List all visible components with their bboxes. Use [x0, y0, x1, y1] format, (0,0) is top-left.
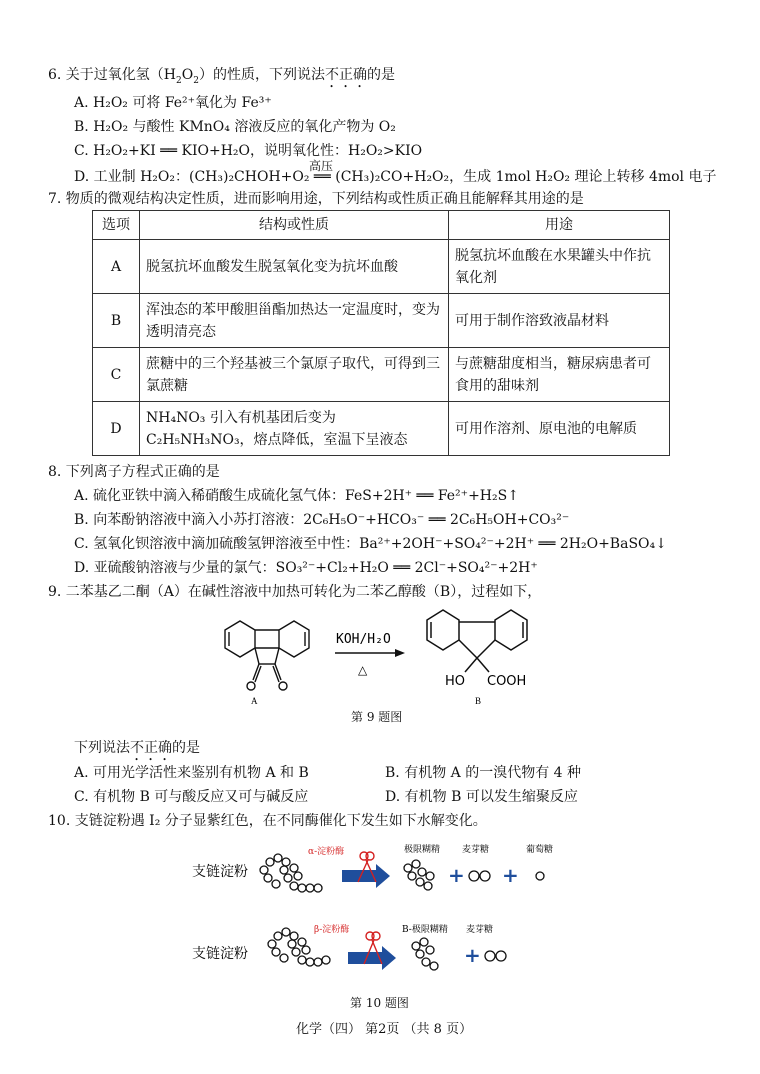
q9-caption: 第 9 题图	[351, 710, 403, 724]
q10-hydrolysis-figure	[180, 838, 580, 990]
q7-row-key: B	[93, 294, 140, 348]
q7-row-property: 蔗糖中的三个羟基被三个氯原子取代，可得到三氯蔗糖	[140, 348, 449, 402]
maltose-2	[485, 951, 506, 961]
row1-product3-label: 葡萄糖	[526, 845, 554, 855]
plus-icon: +	[464, 943, 481, 967]
q7-stem: 7. 物质的微观结构决定性质，进而影响用途，下列结构或性质正确且能解释其用途的是	[48, 191, 584, 207]
carboxyl-label: COOH	[487, 674, 527, 689]
row2-arrow	[348, 946, 396, 970]
plus-icon: +	[502, 863, 519, 887]
row1-arrow	[342, 864, 390, 888]
maltose-1	[469, 871, 490, 881]
q9-option-b: B. 有机物 A 的一溴代物有 4 种	[385, 765, 582, 781]
glucose-1	[536, 872, 544, 880]
q7-row-d	[93, 402, 670, 456]
q7-row-b	[93, 294, 670, 348]
row2-substrate-label: 支链淀粉	[192, 946, 248, 962]
label-a: A	[251, 696, 258, 706]
hydroxyl-label: HO	[445, 674, 466, 689]
molecule-a-structure	[225, 621, 309, 690]
beta-limit-dextrin	[412, 938, 438, 970]
q10-stem: 10. 支链淀粉遇 I₂ 分子显紫红色，在不同酶催化下发生如下水解变化。	[48, 813, 487, 829]
q7-table	[92, 210, 670, 456]
q9-sub-stem	[74, 737, 200, 764]
row1-product1-label: 极限糊精	[404, 845, 441, 855]
row2-product1-label: B-极限糊精	[402, 925, 448, 935]
row1-enzyme-label: α-淀粉酶	[308, 847, 345, 857]
row2-enzyme-label: β-淀粉酶	[314, 925, 350, 935]
q7-row-use: 脱氢抗坏血酸在水果罐头中作抗氧化剂	[449, 240, 670, 294]
q7-header-row	[93, 211, 670, 240]
reagent-label: KOH/H₂O	[336, 632, 391, 647]
q9-sub-part2: 的是	[172, 740, 200, 756]
q7-header-use: 用途	[449, 211, 670, 240]
q8-option-b: B. 向苯酚钠溶液中滴入小苏打溶液：2C₆H₅O⁻+HCO₃⁻ ══ 2C₆H₅OH+CO₃²⁻	[74, 512, 570, 528]
label-b: B	[475, 696, 482, 706]
q9-sub-part1: 下列说法	[74, 740, 130, 756]
q7-row-property: NH₄NO₃ 引入有机基团后变为 C₂H₅NH₃NO₃，熔点降低，室温下呈液态	[140, 402, 449, 456]
q6-condition-label: 高压	[309, 159, 334, 173]
q7-row-key: D	[93, 402, 140, 456]
row2-product2-label: 麦芽糖	[466, 925, 494, 935]
q7-row-property: 浑浊态的苯甲酸胆甾酯加热达一定温度时，变为透明清亮态	[140, 294, 449, 348]
q7-row-use: 与蔗糖甜度相当，糖尿病患者可食用的甜味剂	[449, 348, 670, 402]
q9-stem: 9. 二苯基乙二酮（A）在碱性溶液中加热可转化为二苯乙醇酸（B），过程如下，	[48, 584, 542, 600]
q9-emphasis: 不正确	[130, 740, 172, 756]
row1-substrate-label: 支链淀粉	[192, 864, 248, 880]
plus-icon: +	[448, 863, 465, 887]
heat-symbol: △	[358, 663, 368, 677]
page-footer: 化学（四） 第2页 （共 8 页）	[296, 1022, 473, 1037]
molecule-b-structure	[427, 610, 527, 672]
q6-option-d: D. 工业制 H₂O₂：(CH₃)₂CHOH+O₂ ══ (CH₃)₂CO+H₂O₂，生成 1mol H₂O₂ 理论上转移 4mol 电子	[74, 169, 717, 185]
q9-option-a: A. 可用光学活性来鉴别有机物 A 和 B	[74, 765, 309, 781]
q7-row-use: 可用作溶剂、原电池的电解质	[449, 402, 670, 456]
q6-stem-part4: 的是	[366, 67, 395, 83]
arrow-head	[395, 649, 405, 657]
q6-stem-part2: O	[181, 67, 194, 83]
q7-row-use: 可用于制作溶致液晶材料	[449, 294, 670, 348]
q7-row-c	[93, 348, 670, 402]
q9-option-c: C. 有机物 B 可与酸反应又可与碱反应	[74, 789, 309, 805]
q6-option-a: A. H₂O₂ 可将 Fe²⁺氧化为 Fe³⁺	[74, 95, 272, 111]
q9-reaction-scheme	[195, 600, 565, 708]
q8-option-d: D. 亚硫酸钠溶液与少量的氯气：SO₃²⁻+Cl₂+H₂O ══ 2Cl⁻+SO₄²⁻+2H⁺	[74, 560, 538, 576]
limit-dextrin-1	[404, 860, 434, 890]
q6-stem-part3: ）的性质，下列说法	[198, 67, 325, 83]
q6-stem-part1: 6. 关于过氧化氢（H	[48, 67, 177, 83]
q7-header-option: 选项	[93, 211, 140, 240]
q10-caption: 第 10 题图	[350, 996, 409, 1010]
q6-emphasis: 不正确	[324, 67, 367, 83]
q6-option-c: C. H₂O₂+KI ══ KIO+H₂O，说明氧化性：H₂O₂>KIO	[74, 143, 423, 159]
q8-option-a: A. 硫化亚铁中滴入稀硝酸生成硫化氢气体：FeS+2H⁺ ══ Fe²⁺+H₂S↑	[74, 488, 519, 504]
q7-row-property: 脱氢抗坏血酸发生脱氢氧化变为抗坏血酸	[140, 240, 449, 294]
q8-stem: 8. 下列离子方程式正确的是	[48, 464, 220, 480]
q7-header-property: 结构或性质	[140, 211, 449, 240]
q6-stem: 6. 关于过氧化氢$(H_2O_2)$的性质，下列说法不正确的是	[48, 67, 395, 86]
q7-row-key: A	[93, 240, 140, 294]
q7-row-a	[93, 240, 670, 294]
amylopectin-chain-1	[260, 854, 322, 892]
row1-product2-label: 麦芽糖	[462, 845, 490, 855]
q7-row-key: C	[93, 348, 140, 402]
q9-option-d: D. 有机物 B 可以发生缩聚反应	[385, 789, 578, 805]
q6-option-b: B. H₂O₂ 与酸性 KMnO₄ 溶液反应的氧化产物为 O₂	[74, 119, 396, 135]
q8-option-c: C. 氢氧化钡溶液中滴加硫酸氢钾溶液至中性：Ba²⁺+2OH⁻+SO₄²⁻+2H⁺ ══ 2H₂O+BaSO₄↓	[74, 536, 667, 552]
